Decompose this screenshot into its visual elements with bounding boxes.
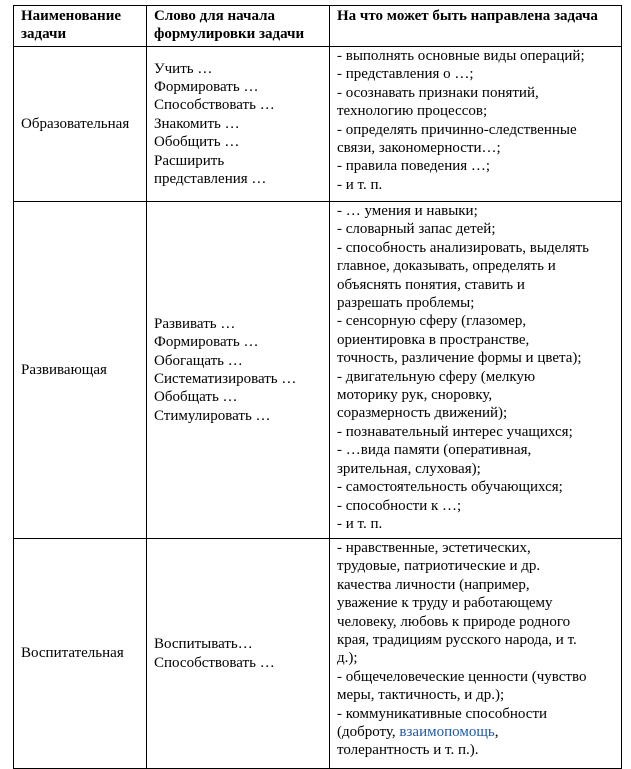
direction-suffix: , <box>494 724 499 741</box>
direction-line: технологию процессов; <box>337 103 488 120</box>
direction-line: разрешать проблемы; <box>337 295 475 312</box>
start-word: представления … <box>154 171 267 188</box>
start-word: Развивать … <box>154 315 236 332</box>
direction-line: - правила поведения …; <box>337 158 491 175</box>
direction-line: - словарный запас детей; <box>337 221 496 238</box>
direction-line: главное, доказывать, определять и <box>337 258 556 275</box>
direction-line: - определять причинно-следственные <box>337 121 577 138</box>
direction-line: связи, закономерности…; <box>337 140 501 157</box>
start-words-cell <box>147 47 330 202</box>
direction-line: - коммуникативные способности <box>337 705 548 722</box>
goals-table <box>13 5 622 769</box>
direction-line: толерантность и т. п.). <box>337 742 479 759</box>
direction-line: моторику рук, сноровку, <box>337 387 493 404</box>
direction-line: - … умения и навыки; <box>337 203 478 219</box>
start-word: Обобщать … <box>154 389 238 406</box>
direction-line: - самостоятельность обучающихся; <box>337 479 563 496</box>
direction-line-with-link <box>337 723 621 741</box>
table-row-developing <box>14 202 622 539</box>
direction-line: - выполнять основные виды операций; <box>337 48 585 64</box>
direction-line: - двигательную сферу (мелкую <box>337 368 536 385</box>
direction-line: уважение к труду и работающему <box>337 595 553 612</box>
start-word: Учить … <box>154 60 213 77</box>
task-name-cell: Воспитательная <box>14 539 147 769</box>
start-word: Способствовать … <box>154 654 275 671</box>
direction-line: зрительная, слуховая); <box>337 460 481 477</box>
header-start-word: Слово для начала формулировки задачи <box>147 6 330 47</box>
direction-line: ориентировка в пространстве, <box>337 331 530 348</box>
direction-line: - способности к …; <box>337 497 462 514</box>
direction-line: - общечеловеческие ценности (чувство <box>337 668 587 685</box>
direction-line: меры, тактичность, и др.); <box>337 687 505 704</box>
directions-cell <box>330 539 622 769</box>
mutual-help-link[interactable]: взаимопомощь <box>399 724 495 741</box>
direction-line: - и т. п. <box>337 515 383 532</box>
direction-line: трудовые, патриотические и др. <box>337 558 541 575</box>
directions-cell <box>330 202 622 539</box>
direction-line: - познавательный интерес учащихся; <box>337 423 573 440</box>
table-row-upbringing <box>14 539 622 769</box>
start-word: Стимулировать … <box>154 407 271 424</box>
direction-line: края, традициям русского народа, и т. <box>337 632 577 649</box>
start-word: Систематизировать … <box>154 371 297 387</box>
start-word: Способствовать … <box>154 97 275 114</box>
direction-line: точность, различение формы и цвета); <box>337 350 582 367</box>
start-word: Формировать … <box>154 78 259 95</box>
direction-line: - нравственные, эстетических, <box>337 540 531 556</box>
direction-line: - осознавать признаки понятий, <box>337 84 539 101</box>
direction-line: качества личности (например, <box>337 576 530 593</box>
direction-line: - и т. п. <box>337 176 383 193</box>
direction-line: д.); <box>337 650 358 667</box>
start-word: Расширить <box>154 152 225 169</box>
directions-cell <box>330 47 622 202</box>
start-words-cell <box>147 539 330 769</box>
task-name-cell: Развивающая <box>14 202 147 539</box>
start-word: Знакомить … <box>154 115 240 132</box>
direction-line: соразмерность движений); <box>337 405 508 422</box>
direction-line: - способность анализировать, выделять <box>337 239 590 256</box>
task-name-cell: Образовательная <box>14 47 147 202</box>
header-direction: На что может быть направлена задача <box>330 6 622 47</box>
direction-line: - представления о …; <box>337 66 474 83</box>
direction-line: - …вида памяти (оперативная, <box>337 442 532 459</box>
direction-line: - сенсорную сферу (глазомер, <box>337 313 527 330</box>
start-words-cell <box>147 202 330 539</box>
start-word: Воспитывать… <box>154 636 253 653</box>
start-word: Формировать … <box>154 334 259 351</box>
direction-prefix: (доброту, <box>337 724 400 741</box>
table-row-educational <box>14 47 622 202</box>
table-header-row <box>14 6 622 47</box>
direction-line: человеку, любовь к природе родного <box>337 613 571 630</box>
start-word: Обогащать … <box>154 352 243 369</box>
header-task-name: Наименование задачи <box>14 6 147 47</box>
direction-line: объяснять понятия, ставить и <box>337 276 525 293</box>
start-word: Обобщить … <box>154 134 240 151</box>
